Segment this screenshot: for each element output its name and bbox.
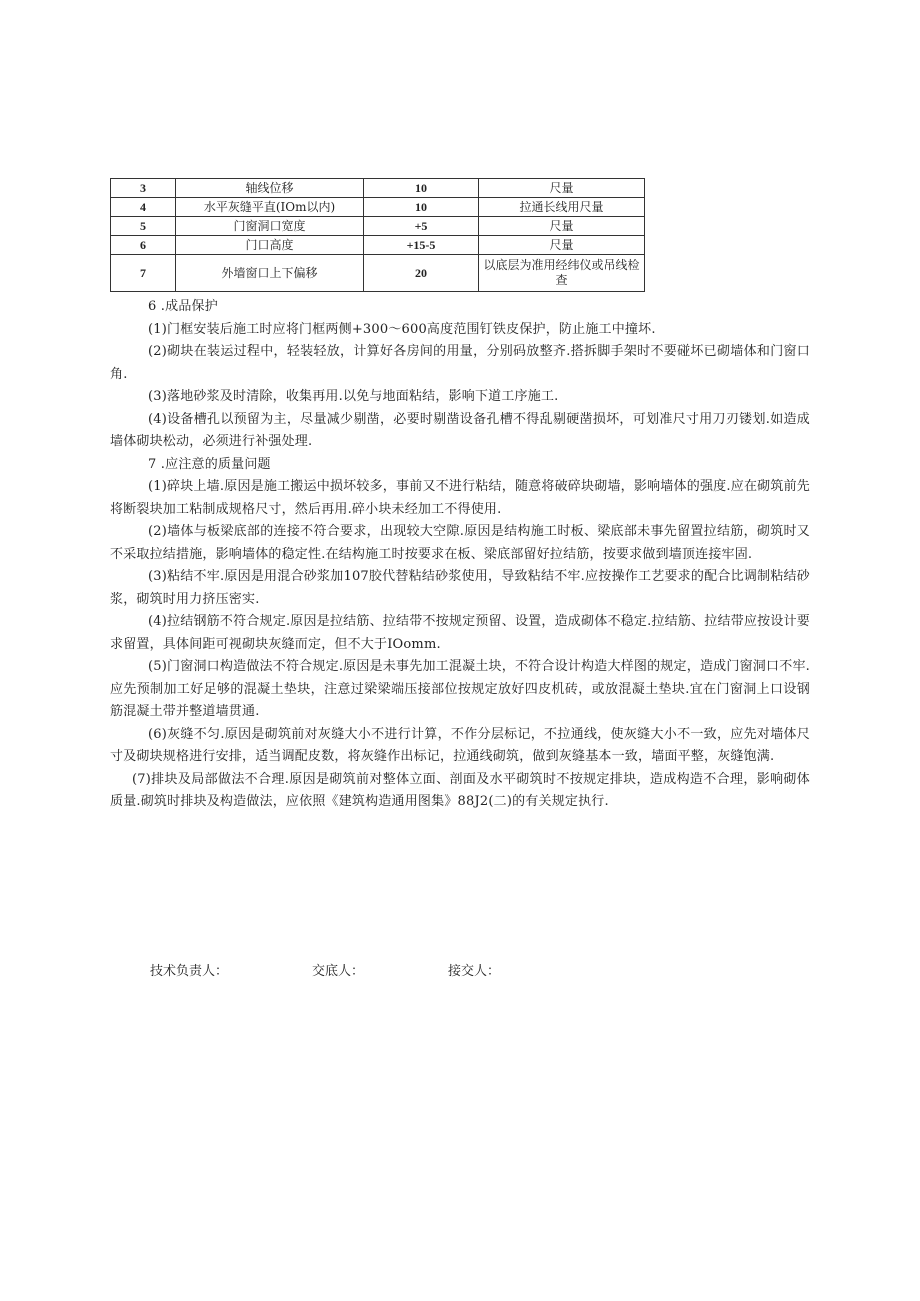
row-item: 水平灰缝平直(IOm以内) (176, 198, 364, 217)
row-number: 4 (111, 198, 176, 217)
paragraph: (7)排块及局部做法不合理.原因是砌筑前对整体立面、剖面及水平砌筑时不按规定排块，造成构造不合理，影响砌体质量.砌筑时排块及构造做法，应依照《建筑构造通用图集》88J2(二)的有关规定执行. (110, 771, 810, 809)
paragraph: (3)落地砂浆及时清除，收集再用.以免与地面粘结，影响下道工序施工. (148, 389, 559, 404)
briefer-label: 交底人： (312, 964, 365, 979)
paragraph: (4)设备槽孔以预留为主，尽量减少剔凿，必要时剔凿设备孔槽不得乱剔硬凿损坏，可划准尺寸用刀刃镂划.如造成墙体砌块松动，必须进行补强处理. (110, 411, 810, 449)
row-method: 尺量 (479, 217, 645, 236)
row-item: 外墙窗口上下偏移 (176, 255, 364, 292)
row-value: 10 (364, 198, 479, 217)
row-value: 20 (364, 255, 479, 292)
paragraph: (4)拉结钢筋不符合规定.原因是拉结筋、拉结带不按规定预留、设置，造成砌体不稳定.拉结筋、拉结带应按设计要求留置，具体间距可视砌块灰缝而定，但不大于IOomm. (110, 614, 810, 652)
row-method: 尺量 (479, 236, 645, 255)
row-number: 7 (111, 255, 176, 292)
row-item: 门口高度 (176, 236, 364, 255)
paragraph: (5)门窗洞口构造做法不符合规定.原因是未事先加工混凝土块，不符合设计构造大样图的规定，造成门窗洞口不牢.应先预制加工好足够的混凝土垫块，注意过梁梁端压接部位按规定放好四皮机砖，或放混凝土垫块.宜在门窗洞上口设钢筋混凝土带并整道墙贯通. (110, 659, 810, 719)
paragraph: (2)墙体与板梁底部的连接不符合要求，出现较大空隙.原因是结构施工时板、梁底部未事先留置拉结筋，砌筑时又不采取拉结措施，影响墙体的稳定性.在结构施工时按要求在板、梁底部留好拉结筋，按要求做到墙顶连接牢固. (110, 524, 810, 562)
tech-lead-label: 技术负责人： (150, 964, 229, 979)
tolerance-table (110, 178, 645, 292)
section-heading: 6 .成品保护 (148, 299, 218, 314)
table-row (111, 236, 645, 255)
paragraph: (3)粘结不牢.原因是用混合砂浆加107胶代替粘结砂浆使用，导致粘结不牢.应按操作工艺要求的配合比调制粘结砂浆，砌筑时用力挤压密实. (110, 569, 810, 607)
paragraph: (1)门框安装后施工时应将门框两侧+300～600高度范围钉铁皮保护，防止施工中撞坏. (148, 321, 656, 337)
row-value: +5 (364, 217, 479, 236)
row-number: 3 (111, 179, 176, 198)
table-row (111, 255, 645, 292)
row-item: 门窗洞口宽度 (176, 217, 364, 236)
paragraph: (1)碎块上墙.原因是施工搬运中损坏较多，事前又不进行粘结，随意将破碎块砌墙，影响墙体的强度.应在砌筑前先将断裂块加工粘制成规格尺寸，然后再用.碎小块未经加工不得使用. (110, 479, 810, 517)
section-heading: 7 .应注意的质量问题 (148, 456, 271, 472)
table-row (111, 217, 645, 236)
row-number: 5 (111, 217, 176, 236)
table-row (111, 198, 645, 217)
table-row (111, 179, 645, 198)
paragraph: (6)灰缝不匀.原因是砌筑前对灰缝大小不进行计算，不作分层标记，不拉通线，使灰缝大小不一致，应先对墙体尺寸及砌块规格进行安排，适当调配皮数，将灰缝作出标记，拉通线砌筑，做到灰缝基本一致，墙面平整，灰缝饱满. (110, 726, 810, 764)
row-method: 拉通长线用尺量 (479, 198, 645, 217)
receiver-label: 接交人： (448, 964, 501, 979)
row-value: +15-5 (364, 236, 479, 255)
paragraph: (2)砌块在装运过程中，轻装轻放，计算好各房间的用量，分别码放整齐.搭拆脚手架时不要碰坏已砌墙体和门窗口角. (110, 344, 810, 382)
row-value: 10 (364, 179, 479, 198)
row-number: 6 (111, 236, 176, 255)
row-method: 以底层为准用经纬仪或吊线检查 (479, 255, 645, 292)
document-body (110, 296, 810, 814)
row-item: 轴线位移 (176, 179, 364, 198)
row-method: 尺量 (479, 179, 645, 198)
